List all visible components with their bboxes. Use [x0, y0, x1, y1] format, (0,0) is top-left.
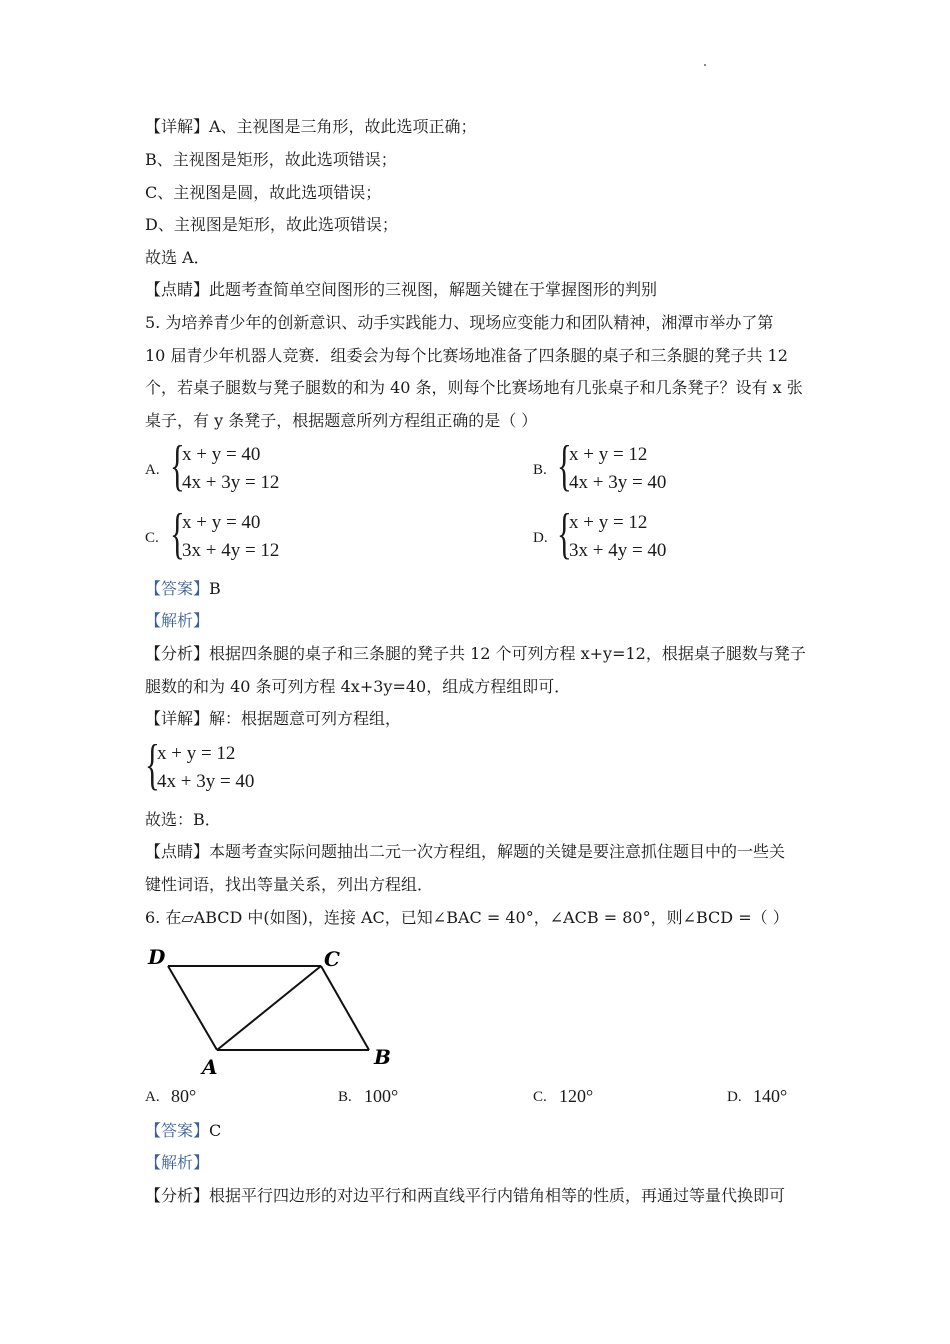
q5-choose: 故选：B． [145, 810, 221, 829]
q4-choose: 故选 A． [145, 248, 210, 267]
q5-option-b-eq2: 4x + 3y = 40 [569, 472, 667, 493]
q5-detail-eq2: 4x + 3y = 40 [157, 771, 255, 792]
q5-option-c-eq1: x + y = 40 [182, 512, 261, 533]
q6-option-d-value: 140° [753, 1086, 788, 1106]
q5-option-b-eq1: x + y = 12 [569, 444, 648, 465]
answer-tag: 【答案】 [145, 1121, 210, 1140]
brace-icon: { [557, 435, 572, 497]
q5-option-d-system [557, 503, 697, 572]
edge-ad [168, 966, 217, 1050]
answer-tag: 【答案】 [145, 579, 210, 598]
q5-option-a-eq2: 4x + 3y = 12 [182, 472, 280, 493]
q5-detail-eq1: x + y = 12 [157, 743, 236, 764]
q6-jiexi-tag: 【解析】 [145, 1153, 210, 1172]
vertex-label-b: B [374, 1045, 391, 1069]
q5-detail: 【详解】解：根据题意可列方程组， [145, 709, 402, 728]
diagonal-ac [217, 966, 321, 1050]
q6-stem: 6. 在▱ABCD 中(如图)，连接 AC，已知∠BAC = 40°，∠ACB = 80°，则∠BCD =（ ） [145, 908, 789, 927]
answer-value: C [209, 1121, 222, 1140]
q4-dianjing: 【点睛】此题考查简单空间图形的三视图，解题关键在于掌握图形的判别 [145, 280, 658, 299]
q5-detail-system [145, 734, 285, 803]
q5-option-c-label: C. [145, 530, 159, 546]
page-mark [704, 64, 706, 66]
q5-option-c-system [170, 503, 310, 572]
q5-option-a-label: A. [145, 462, 160, 478]
q6-answer [145, 1121, 221, 1141]
q4-detail-b: B、主视图是矩形，故此选项错误； [145, 150, 397, 169]
q5-stem-line2: 10 届青少年机器人竞赛．组委会为每个比赛场地准备了四条腿的桌子和三条腿的凳子共 12 [145, 346, 788, 365]
q5-answer [145, 579, 221, 599]
brace-icon: { [145, 734, 160, 796]
q5-stem-line3: 个，若桌子腿数与凳子腿数的和为 40 条，则每个比赛场地有几张桌子和几条凳子？设有 x 张 [145, 378, 803, 397]
vertex-label-c: C [324, 947, 340, 971]
q5-dianjing-line2: 键性词语，找出等量关系，列出方程组． [145, 875, 434, 894]
q5-option-b-label: B. [533, 462, 547, 478]
q5-option-b-system [557, 435, 697, 504]
q6-option-b-label: B. [338, 1089, 352, 1105]
answer-value: B [209, 579, 221, 598]
q4-detail-d: D、主视图是矩形，故此选项错误； [145, 215, 398, 234]
q6-option-c-label: C. [533, 1089, 547, 1105]
q6-fenxi: 【分析】根据平行四边形的对边平行和两直线平行内错角相等的性质，再通过等量代换即可 [145, 1186, 786, 1205]
q4-detail-c: C、主视图是圆，故此选项错误； [145, 183, 382, 202]
q6-option-d-label: D. [727, 1089, 742, 1105]
q5-stem-line4: 桌子，有 y 条凳子，根据题意所列方程组正确的是（ ） [145, 411, 538, 430]
q5-option-d-eq2: 3x + 4y = 40 [569, 540, 667, 561]
q5-jiexi-tag: 【解析】 [145, 611, 210, 630]
q5-option-a-system [170, 435, 310, 504]
q6-option-b-value: 100° [364, 1086, 399, 1106]
q5-fenxi-line2: 腿数的和为 40 条可列方程 4x+3y=40，组成方程组即可． [145, 677, 571, 696]
q5-option-d-eq1: x + y = 12 [569, 512, 648, 533]
q5-dianjing-line1: 【点睛】本题考查实际问题抽出二元一次方程组，解题的关键是要注意抓住题目中的一些关 [145, 842, 786, 861]
vertex-label-d: D [148, 945, 166, 969]
q4-detail-a: 【详解】A、主视图是三角形，故此选项正确； [145, 117, 477, 136]
q6-option-a-label: A. [145, 1089, 160, 1105]
q6-option-a-value: 80° [171, 1086, 197, 1106]
q5-fenxi-line1: 【分析】根据四条腿的桌子和三条腿的凳子共 12 个可列方程 x+y=12，根据桌子腿数与凳子 [145, 644, 806, 663]
brace-icon: { [170, 435, 185, 497]
edge-cb [321, 966, 369, 1050]
vertex-label-a: A [202, 1055, 218, 1079]
brace-icon: { [170, 503, 185, 565]
parallelogram-figure [140, 940, 400, 1080]
q5-option-c-eq2: 3x + 4y = 12 [182, 540, 280, 561]
brace-icon: { [557, 503, 572, 565]
q6-option-c-value: 120° [559, 1086, 594, 1106]
q5-option-d-label: D. [533, 530, 548, 546]
q5-stem-line1: 5. 为培养青少年的创新意识、动手实践能力、现场应变能力和团队精神，湘潭市举办了第 [145, 313, 774, 332]
q5-option-a-eq1: x + y = 40 [182, 444, 261, 465]
